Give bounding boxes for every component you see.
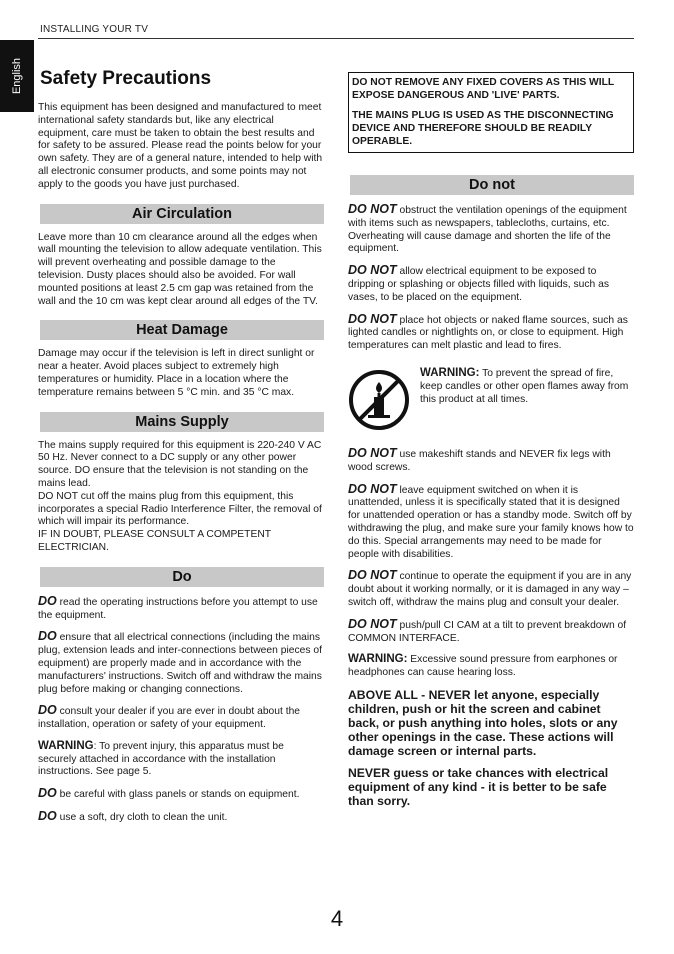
do-not-item: DO NOT continue to operate the equipment if you are in any doubt about it working normally, or it is damaged in any way – switch off, withdraw the mains plug and consult your dealer.	[348, 568, 632, 608]
do-item: DO read the operating instructions before you attempt to use the equipment.	[38, 593, 318, 621]
do-not-item: DO NOT push/pull CI CAM at a tilt to prevent breakdown of COMMON INTERFACE.	[348, 616, 627, 644]
do-not-lead: DO NOT	[348, 616, 397, 631]
candle-warning	[348, 363, 634, 431]
air-circulation-text: Leave more than 10 cm clearance around all the edges when wall mounting the television to allow adequate ventilation. This will prevent overheating and possible damage to the television. Dusty places should also be avoided. For wall mounted positions at least 2.5 cm gap was retained from the wall and the 10 cm was kept clear around all edges of the TV.	[38, 231, 322, 307]
sound-warning: WARNING: Excessive sound pressure from earphones or headphones can cause hearing loss.	[348, 653, 618, 679]
do-not-item: DO NOT place hot objects or naked flame sources, such as lighted candles or nightlights on, or close to equipment. High temperatures can melt plastic and lead to fires.	[348, 311, 628, 352]
mains-supply-text	[38, 440, 324, 555]
warning-label: WARNING:	[420, 366, 480, 379]
do-item: DO consult your dealer if you are ever in doubt about the installation, operation or safety of your equipment.	[38, 703, 301, 731]
do-lead: DO	[38, 703, 57, 718]
no-open-flame-icon	[348, 369, 410, 431]
warning-box-line2: THE MAINS PLUG IS USED AS THE DISCONNECTING DEVICE AND THEREFORE SHOULD BE READILY OPERABLE.	[352, 110, 614, 147]
do-not-item: DO NOT allow electrical equipment to be exposed to dripping or splashing or objects filled with liquids, such as vases, to be placed on the equipment.	[348, 263, 609, 303]
section-heading-do-not: Do not	[350, 175, 634, 195]
warning-label: WARNING:	[348, 653, 408, 666]
section-heading-air-circulation: Air Circulation	[40, 204, 324, 224]
page-title: Safety Precautions	[40, 68, 212, 89]
do-not-item: DO NOT obstruct the ventilation openings of the equipment with items such as newspapers, tablecloths, curtains, etc. Overheating will cause damage and shorten the life of the equipment.	[348, 202, 627, 255]
do-item: DO use a soft, dry cloth to clean the unit.	[38, 809, 228, 824]
heat-damage-text: Damage may occur if the television is left in direct sunlight or near a heater. Avoid places subject to extremely high temperatures or humidity. Place in a location where the temperature remains between 5 °C min. and 35 °C max.	[38, 348, 315, 398]
language-tab-label: English	[11, 57, 24, 95]
mains-supply-p1: The mains supply required for this equipment is 220-240 V AC 50 Hz. Never connect to a DC supply or any other power source. DO ensure that the television is not standing on the mains lead.	[38, 439, 322, 489]
running-header: INSTALLING YOUR TV	[40, 24, 149, 35]
candle-warning-text: WARNING: To prevent the spread of fire, keep candles or other open flames away from this product at all times.	[420, 366, 629, 405]
live-parts-warning-box	[348, 72, 634, 153]
section-heading-heat-damage: Heat Damage	[40, 320, 324, 340]
do-not-lead: DO NOT	[348, 481, 397, 496]
never-guess-paragraph: NEVER guess or take chances with electrical equipment of any kind - it is better to be safe than sorry.	[348, 765, 609, 808]
warning-box-line1: DO NOT REMOVE ANY FIXED COVERS AS THIS WILL EXPOSE DANGEROUS AND 'LIVE' PARTS.	[352, 77, 615, 101]
do-not-item: DO NOT leave equipment switched on when it is unattended, unless it is specifically stated that it is designed for unattended operation or has a standby mode. Switch off by withdrawing the plug, and make sure your family knows how to do this. Special arrangements may need to be made for people with disabilities.	[348, 481, 634, 560]
above-all-paragraph: ABOVE ALL - NEVER let anyone, especially children, push or hit the screen and cabinet back, or push anything into holes, slots or any other openings in the case. These actions will damage screen or internal parts.	[348, 687, 618, 758]
do-not-lead: DO NOT	[348, 311, 397, 326]
do-not-lead: DO NOT	[348, 263, 397, 278]
do-lead: DO	[38, 809, 57, 824]
do-not-lead: DO NOT	[348, 568, 397, 583]
do-lead: DO	[38, 629, 57, 644]
section-heading-mains-supply: Mains Supply	[40, 412, 324, 432]
do-lead: DO	[38, 786, 57, 801]
do-warning: WARNING: To prevent injury, this apparatus must be securely attached in accordance with the installation instructions. See page 5.	[38, 739, 284, 778]
do-lead: DO	[38, 593, 57, 608]
header-rule	[38, 38, 634, 39]
section-heading-do: Do	[40, 567, 324, 587]
do-item: DO ensure that all electrical connections (including the mains plug, extension leads and inter-connections between pieces of equipment) are properly made and in accordance with the manufacturers' instructions. Switch off and withdraw the mains plug before making or changing connections.	[38, 629, 322, 695]
do-not-lead: DO NOT	[348, 445, 397, 460]
intro-paragraph: This equipment has been designed and manufactured to meet international safety standards but, like any electrical equipment, care must be taken to obtain the best results and for safety to be assured. Please read the points below for your own safety. They are of a general nature, intended to help with all electronic consumer products, and some points may not apply to the goods you have just purchased.	[38, 102, 323, 190]
left-column	[38, 62, 324, 833]
right-column	[348, 62, 634, 816]
do-item: DO be careful with glass panels or stands on equipment.	[38, 786, 300, 801]
do-not-lead: DO NOT	[348, 202, 397, 216]
do-not-item: DO NOT use makeshift stands and NEVER fix legs with wood screws.	[348, 445, 611, 473]
warning-label: WARNING	[38, 739, 94, 752]
page-number: 4	[330, 906, 344, 931]
language-tab	[0, 40, 34, 112]
mains-supply-p2: DO NOT cut off the mains plug from this equipment, this incorporates a special Radio Interference Filter, the removal of which will impair its performance.	[38, 490, 322, 528]
mains-supply-p3: IF IN DOUBT, PLEASE CONSULT A COMPETENT ELECTRICIAN.	[38, 529, 271, 553]
